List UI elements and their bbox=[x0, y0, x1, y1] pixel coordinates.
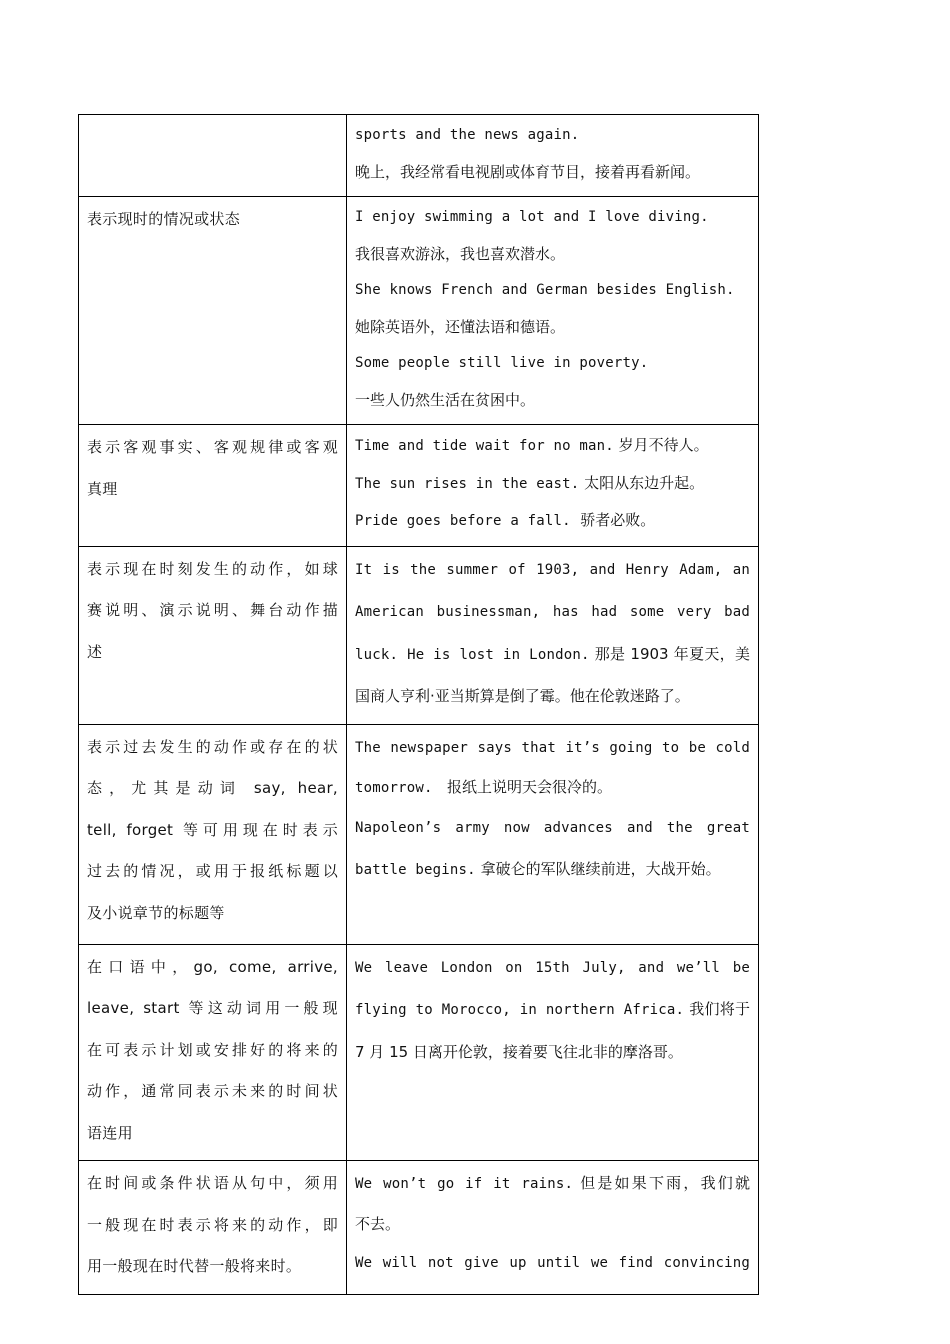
usage-description-line: 表示过去发生的动作或存在的状 bbox=[87, 737, 338, 756]
examples-cell bbox=[347, 425, 759, 547]
table-row bbox=[79, 944, 759, 1161]
usage-description-line: 表示客观事实、客观规律或客观 bbox=[87, 438, 338, 456]
example-line bbox=[355, 1242, 750, 1283]
table-row bbox=[79, 115, 759, 197]
examples-cell bbox=[347, 546, 759, 724]
usage-description-line: 态，尤其是动词 say, hear, bbox=[87, 779, 338, 797]
usage-description-line: 述 bbox=[87, 642, 103, 661]
example-sentence-en: flying to Morocco, in northern Africa. bbox=[355, 1002, 685, 1018]
example-line bbox=[355, 676, 750, 718]
example-translation-zh: 但是如果下雨，我们就 bbox=[580, 1174, 750, 1192]
grammar-table bbox=[78, 114, 759, 1295]
usage-description-line: 过去的情况，或用于报纸标题以 bbox=[87, 862, 338, 880]
example-sentence-en: I enjoy swimming a lot and I love diving. bbox=[355, 209, 709, 225]
example-translation-zh: 岁月不待人。 bbox=[618, 436, 709, 454]
example-sentence-en: We won’t go if it rains. bbox=[355, 1176, 574, 1192]
example-translation-zh: 国商人亨利·亚当斯算是倒了霉。他在伦敦迷路了。 bbox=[355, 687, 690, 705]
example-line bbox=[355, 769, 750, 807]
example-line bbox=[355, 591, 750, 634]
example-sentence-en: It is the summer of 1903, and Henry Adam, an bbox=[355, 561, 750, 578]
example-sentence-en: sports and the news again. bbox=[355, 127, 580, 143]
usage-cell bbox=[79, 724, 347, 944]
usage-cell bbox=[79, 115, 347, 197]
example-sentence-en: tomorrow. bbox=[355, 780, 433, 796]
table-row bbox=[79, 197, 759, 425]
usage-cell bbox=[79, 546, 347, 724]
example-sentence-en: Time and tide wait for no man. bbox=[355, 438, 614, 454]
example-translation-zh: 一些人仍然生活在贫困中。 bbox=[355, 390, 536, 409]
example-translation-zh: 那是 1903 年夏天，美 bbox=[594, 644, 750, 663]
usage-description: 表示现时的情况或状态 bbox=[87, 210, 241, 228]
example-line bbox=[355, 634, 750, 677]
example-line bbox=[355, 849, 750, 892]
usage-cell bbox=[79, 197, 347, 425]
example-sentence-en: luck. He is lost in London. bbox=[355, 646, 590, 663]
example-translation-zh: 骄者必败。 bbox=[580, 511, 656, 529]
example-line bbox=[355, 427, 750, 465]
example-sentence-en: American businessman, has had some very bad bbox=[355, 604, 750, 620]
usage-description-line: 在口语中，go, come, arrive, bbox=[87, 957, 338, 976]
example-line bbox=[355, 807, 750, 850]
table-row bbox=[79, 425, 759, 547]
examples-cell bbox=[347, 944, 759, 1161]
example-translation-zh: 她除英语外，还懂法语和德语。 bbox=[355, 317, 566, 336]
example-sentence-en: The newspaper says that it’s going to be cold bbox=[355, 739, 750, 756]
usage-cell bbox=[79, 1161, 347, 1295]
example-translation-zh: 我很喜欢游泳，我也喜欢潜水。 bbox=[355, 244, 566, 263]
usage-description-line: 真理 bbox=[87, 479, 118, 498]
example-sentence-en: Pride goes before a fall. bbox=[355, 513, 571, 529]
usage-description-line: 在时间或条件状语从句中，须用 bbox=[87, 1174, 338, 1192]
example-line bbox=[355, 549, 750, 592]
example-line bbox=[355, 989, 750, 1032]
usage-description-line: leave, start 等这动词用一般现 bbox=[87, 999, 338, 1017]
usage-cell bbox=[79, 425, 347, 547]
example-line bbox=[355, 1032, 750, 1074]
example-translation-zh: 7 月 15 日离开伦敦，接着要飞往北非的摩洛哥。 bbox=[355, 1042, 683, 1061]
example-line bbox=[355, 1206, 750, 1242]
examples-cell bbox=[347, 115, 759, 197]
example-translation-zh: 晚上，我经常看电视剧或体育节目，接着再看新闻。 bbox=[355, 162, 701, 181]
usage-description-line: 赛说明、演示说明、舞台动作描 bbox=[87, 601, 338, 619]
table-row bbox=[79, 724, 759, 944]
example-translation-zh: 不去。 bbox=[355, 1214, 401, 1233]
example-sentence-en: The sun rises in the east. bbox=[355, 475, 580, 492]
usage-description-line: 及小说章节的标题等 bbox=[87, 903, 225, 922]
usage-cell bbox=[79, 944, 347, 1161]
usage-description-line: 用一般现在时代替一般将来时。 bbox=[87, 1257, 302, 1275]
example-sentence-en: We leave London on 15th July, and we’ll be bbox=[355, 959, 750, 976]
usage-description-line: tell, forget 等可用现在时表示 bbox=[87, 820, 338, 839]
table-row bbox=[79, 546, 759, 724]
example-sentence-en: She knows French and German besides English. bbox=[355, 282, 735, 298]
usage-description-line: 语连用 bbox=[87, 1123, 133, 1142]
example-translation-zh: 拿破仑的军队继续前进，大战开始。 bbox=[480, 860, 721, 878]
example-line bbox=[355, 465, 750, 503]
document-page bbox=[78, 114, 758, 1295]
usage-description-line: 一般现在时表示将来的动作，即 bbox=[87, 1215, 338, 1234]
examples-cell bbox=[347, 1161, 759, 1295]
usage-description-line: 在可表示计划或安排好的将来的 bbox=[87, 1040, 338, 1059]
example-translation-zh: 我们将于 bbox=[689, 1000, 750, 1018]
example-sentence-en: Some people still live in poverty. bbox=[355, 355, 649, 371]
examples-cell bbox=[347, 724, 759, 944]
example-sentence-en: We will not give up until we find convincing bbox=[355, 1254, 750, 1271]
example-line bbox=[355, 947, 750, 990]
usage-description-line: 动作，通常同表示未来的时间状 bbox=[87, 1082, 338, 1100]
example-translation-zh: 报纸上说明天会很冷的。 bbox=[446, 778, 612, 796]
table-row bbox=[79, 1161, 759, 1295]
example-line bbox=[355, 1163, 750, 1206]
usage-description-line: 表示现在时刻发生的动作，如球 bbox=[87, 559, 338, 578]
example-sentence-en: battle begins. bbox=[355, 862, 476, 878]
example-line bbox=[355, 502, 750, 540]
example-translation-zh: 太阳从东边升起。 bbox=[584, 473, 705, 492]
examples-cell bbox=[347, 197, 759, 425]
example-line bbox=[355, 727, 750, 770]
example-sentence-en: Napoleon’s army now advances and the great bbox=[355, 819, 750, 836]
